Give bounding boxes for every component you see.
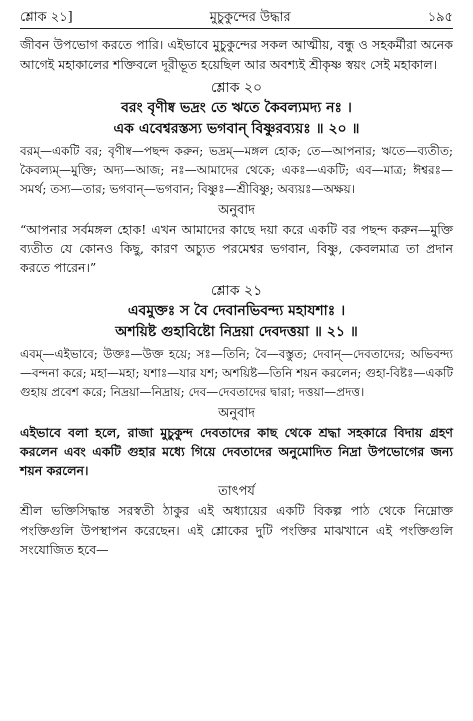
verse-21-translation: এইভাবে বলা হলে, রাজা মুচুকুন্দ দেবতাদের কাছ থেকে শ্রদ্ধা সহকারে বিদায় গ্রহণ করলেন এবং একটি গুহার মধ্যে গিয়ে দেবতাদের অনুমোদিত নিদ্রা উপভোগের জন্য শয়ন করলেন।: [20, 425, 453, 478]
verse-21-translation-heading: অনুবাদ: [218, 406, 255, 421]
verse-21-line-2: অশয়িষ্ট গুহাবিষ্টো নিদ্রয়া দেবদত্তয়া ॥ ২১ ॥: [115, 324, 358, 340]
verse-20-synonyms: বরম্—একটি বর; বৃণীষ্ব—পছন্দ করুন; ভদ্রম্—মঙ্গল হোক; তে—আপনার; ঋতে—ব্যতীত; কৈবল্যম্—মুক্তি; অদ্য—আজ; নঃ—আমাদের থেকে; একঃ—একটি; এব—মাত্র; ঈশ্বরঃ—সমর্থ; তস্য—তার; ভগবান্—ভগবান; বিষ্ণুঃ—শ্রীবিষ্ণু; অব্যয়ঃ—অক্ষয়।: [20, 144, 453, 196]
verse-20-line-2: এক এবেশ্বরস্তস্য ভগবান্ বিষ্ণুরব্যয়ঃ ॥ ২০ ॥: [113, 121, 360, 137]
book-page: [20, 8, 453, 715]
verse-20-translation-heading: অনুবাদ: [218, 203, 255, 218]
page-header: [20, 8, 453, 29]
header-chapter-title: মুচুকুন্দের উদ্ধার: [209, 10, 291, 25]
verse-21-synonyms: এবম্—এইভাবে; উক্তঃ—উক্ত হয়ে; সঃ—তিনি; বৈ—বস্তুত; দেবান্—দেবতাদের; অভিবন্দ্য—বন্দনা করে; মহা—মহা; যশাঃ—যার যশ; অশয়িষ্ট—তিনি শয়ন করলেন; গুহা-বিষ্টঃ—একটি গুহায় প্রবেশ করে; নিদ্রয়া—নিদ্রায়; দেব—দেবতাদের দ্বারা; দত্তয়া—প্রদত্ত।: [20, 347, 453, 399]
header-verse-ref: শ্লোক ২১]: [20, 10, 73, 25]
verse-20-translation: “আপনার সর্বমঙ্গল হোক! এখন আমাদের কাছে দয়া করে একটি বর পছন্দ করুন—মুক্তি ব্যতীত যে কোনও কিছু, কারণ অচ্যুত পরমেশ্বর ভগবান, বিষ্ণু, কেবলমাত্র তা প্রদান করতে পারেন।”: [20, 222, 453, 275]
verse-20-line-1: বরং বৃণীষ্ব ভদ্রং তে ঋতে কৈবল্যমদ্য নঃ ।: [121, 100, 352, 116]
verse-21-line-1: এবমুক্তঃ স বৈ দেবানভিবন্দ্য মহাযশাঃ ।: [127, 303, 346, 319]
verse-20-title: শ্লোক ২০: [210, 80, 263, 96]
intro-paragraph: জীবন উপভোগ করতে পারি। এইভাবে মুচুকুন্দের সকল আত্মীয়, বন্ধু ও সহকর্মীরা অনেক আগেই মহাকালের শক্তিবলে দূরীভূত হয়েছিল আর অবশ্যই শ্রীকৃষ্ণ স্বয়ং সেই মহাকাল।: [20, 37, 453, 72]
verse-21-purport-heading: তাৎপর্য: [218, 484, 255, 499]
header-page-number: ১৯৫: [427, 10, 453, 25]
verse-21-purport: শ্রীল ভক্তিসিদ্ধান্ত সরস্বতী ঠাকুর এই অধ্যায়ের একটি বিকল্প পাঠ থেকে নিম্নোক্ত পংক্তিগুলি উপস্থাপন করেছেন। এই শ্লোকের দুটি পংক্তির মাঝখানে এই পংক্তিগুলি সংযোজিত হবে—: [20, 503, 453, 557]
verse-21-title: শ্লোক ২১: [210, 283, 263, 299]
